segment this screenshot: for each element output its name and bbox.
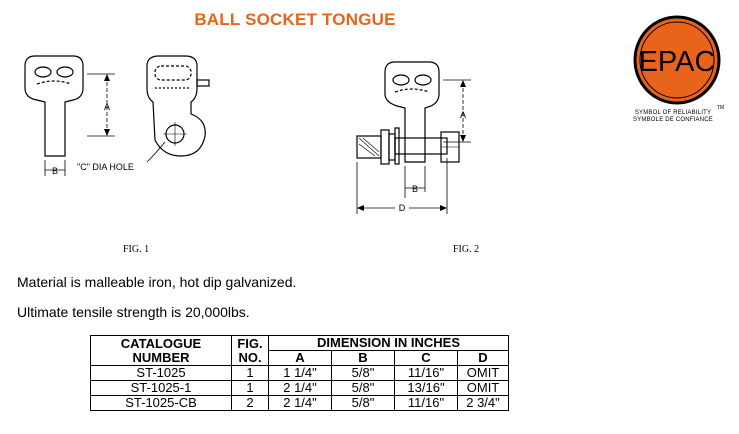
dim-col-b: B: [332, 351, 395, 366]
table-row: ST-1025-CB 2 2 1/4" 5/8" 11/16" 2 3/4": [91, 396, 509, 411]
fig1-label-a: A: [103, 102, 111, 112]
logo-tm: TM: [717, 105, 725, 111]
logo-text: EPAC: [638, 46, 716, 78]
table-row: ST-1025-1 1 2 1/4" 5/8" 13/16" OMIT: [91, 381, 509, 396]
fig2-label-d: D: [398, 203, 406, 213]
tensile-note: Ultimate tensile strength is 20,000lbs.: [17, 304, 250, 320]
dimension-header: DIMENSION IN INCHES: [269, 336, 509, 351]
figure-1-caption: FIG. 1: [123, 244, 150, 255]
catalogue-header: CATALOGUE NUMBER: [91, 336, 232, 366]
figure-1-drawing: [15, 52, 230, 192]
dim-col-a: A: [269, 351, 332, 366]
tagline-english: SYMBOL OF RELIABILITY: [634, 110, 712, 116]
dim-col-d: D: [458, 351, 509, 366]
material-note: Material is malleable iron, hot dip galvanized.: [17, 274, 297, 290]
table-row: ST-1025 1 1 1/4" 5/8" 11/16" OMIT: [91, 366, 509, 381]
figure-2-caption: FIG. 2: [453, 244, 480, 255]
fig2-label-b: B: [411, 184, 419, 194]
fig1-hole-label: "C" DIA HOLE: [77, 162, 134, 172]
tagline-french: SYMBOLE DE CONFIANCE: [632, 117, 713, 123]
fig1-label-b: B: [51, 166, 59, 176]
dim-col-c: C: [395, 351, 458, 366]
figure-2-drawing: [345, 58, 475, 218]
fig-header: FIG. NO.: [232, 336, 269, 366]
table-header-row: [91, 336, 509, 351]
logo-tagline: [610, 110, 736, 124]
page-title: BALL SOCKET TONGUE: [194, 10, 396, 29]
epac-logo: [632, 14, 726, 114]
fig2-label-a: A: [459, 110, 467, 120]
spec-table: [90, 335, 509, 411]
